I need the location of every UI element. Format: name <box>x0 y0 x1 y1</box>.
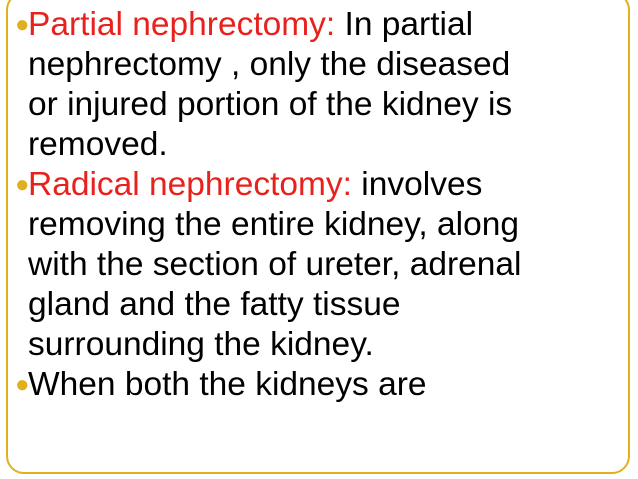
bullet-item-radical-nephrectomy <box>15 165 615 365</box>
bullet-line: removing the entire kidney, along <box>28 206 520 243</box>
lead-term: Radical nephrectomy: <box>28 166 352 203</box>
bullet-icon: ● <box>15 171 30 198</box>
lead-term: Partial nephrectomy: <box>28 6 336 43</box>
bullet-item-both-kidneys <box>15 365 615 405</box>
bullet-line: When both the kidneys are <box>28 366 427 403</box>
bullet-item-partial-nephrectomy <box>15 5 615 165</box>
bullet-text: In partial <box>335 6 474 43</box>
bullet-list <box>15 5 615 405</box>
bullet-line <box>28 165 615 205</box>
bullet-line: or injured portion of the kidney is <box>28 86 513 123</box>
bullet-line: with the section of ureter, adrenal <box>28 246 522 283</box>
bullet-line: nephrectomy , only the diseased <box>28 46 511 83</box>
bullet-line: removed. <box>28 126 168 163</box>
bullet-icon: ● <box>15 371 30 398</box>
bullet-line: surrounding the kidney. <box>28 326 374 363</box>
bullet-icon: ● <box>15 11 30 38</box>
bullet-line: gland and the fatty tissue <box>28 286 401 323</box>
bullet-line <box>28 5 615 45</box>
bullet-text: involves <box>352 166 483 203</box>
